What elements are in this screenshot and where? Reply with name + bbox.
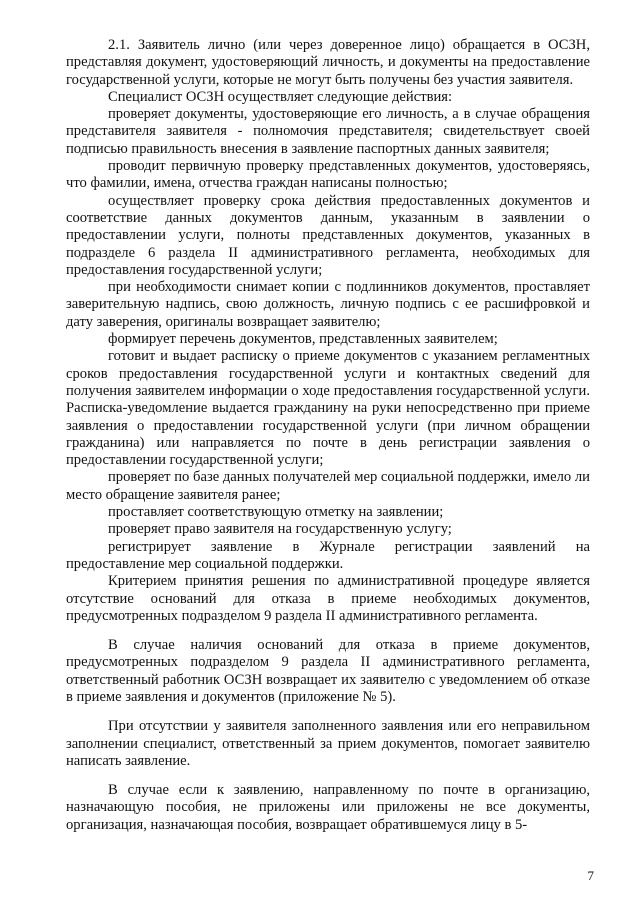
paragraph-database-check: проверяет по базе данных получателей мер социальной поддержки, имело ли место обращение заявителя ранее; [66,469,590,503]
paragraph-criterion: Критерием принятия решения по административной процедуре является отсутствие оснований для отказа в приеме необходимых документов, предусмотренных подразделом 9 раздела II административного регламента. [66,573,590,624]
paragraph-document-list: формирует перечень документов, представленных заявителем; [108,331,498,348]
paragraph-2-1: 2.1. Заявитель лично (или через доверенное лицо) обращается в ОСЗН, представляя документ, удостоверяющий личность, и документы на предоставление государственной услуги, которые не могут быть получены без участия заявителя. [66,37,590,88]
paragraph-primary-check: проводит первичную проверку представленных документов, удостоверяясь, что фамилии, имена, отчества граждан написаны полностью; [66,158,590,192]
paragraph-mark: проставляет соответствующую отметку на заявлении; [108,504,444,521]
paragraph-checks-identity: проверяет документы, удостоверяющие его личность, а в случае обращения представителя заявителя - полномочия представителя; свидетельствует своей подписью правильность внесения в заявление паспортных данных заявителя; [66,106,590,157]
paragraph-refusal: В случае наличия оснований для отказа в приеме документов, предусмотренных подразделом 9 раздела II административного регламента, ответственный работник ОСЗН возвращает их заявителю с уведомлением об отказе в приеме заявления и документов (приложение № 5). [66,637,590,705]
page-number: 7 [587,868,594,883]
paragraph-filling-help: При отсутствии у заявителя заполненного заявления или его неправильном заполнении специалист, ответственный за прием документов, помогает заявителю написать заявление. [66,718,590,769]
paragraph-receipt: готовит и выдает расписку о приеме документов с указанием регламентных сроков предоставления государственной услуги и контактных сведений для получения заявителем информации о ходе предоставления государственной услуги. Расписка-уведомление выдается гражданину на руки непосредственно при приеме заявления о предоставлении государственной услуги (при личном обращении гражданина) или направляется по почте в день регистрации заявления о предоставлении государственной услуги; [66,348,590,469]
paragraph-right-check: проверяет право заявителя на государственную услугу; [108,521,452,538]
paragraph-mail: В случае если к заявлению, направленному по почте в организацию, назначающую пособия, не приложены или приложены не все документы, организация, назначающая пособия, возвращает обратившемуся лицу в 5- [66,782,590,833]
paragraph-validity-check: осуществляет проверку срока действия предоставленных документов и соответствие данных документов данным, указанным в заявлении о предоставлении услуги, полноты представленных документов, указанных в подразделе 6 раздела II административного регламента, необходимых для предоставления государственной услуги; [66,192,590,278]
paragraph-specialist-actions: Специалист ОСЗН осуществляет следующие действия: [108,88,453,105]
paragraph-copies: при необходимости снимает копии с подлинников документов, проставляет заверительную надпись, свою должность, личную подпись с ее расшифровкой и дату заверения, оригиналы возвращает заявителю; [66,279,590,330]
paragraph-registration: регистрирует заявление в Журнале регистрации заявлений на предоставление мер социальной поддержки. [66,538,590,572]
